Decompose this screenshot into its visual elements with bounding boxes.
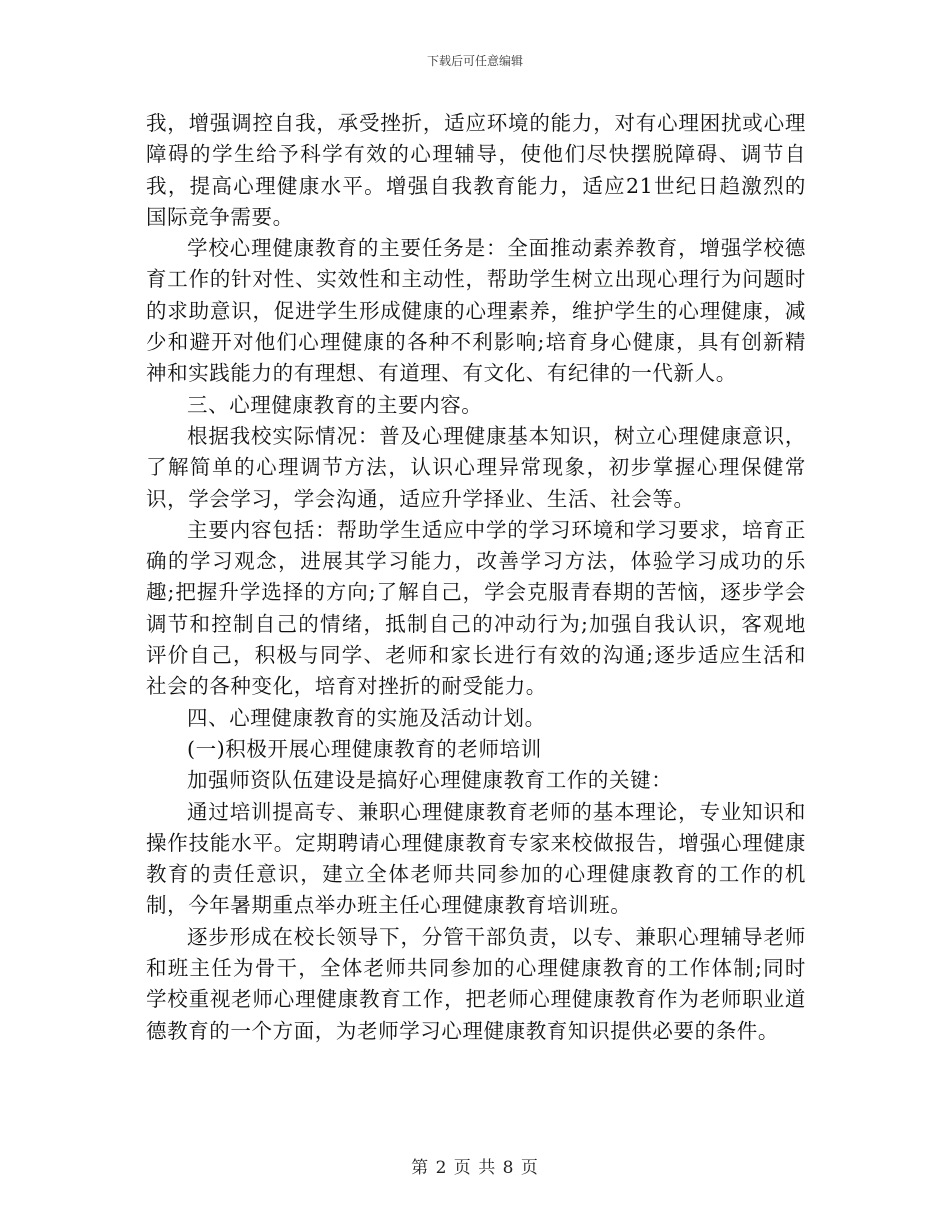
section-heading-4: 四、心理健康教育的实施及活动计划。 [187,705,546,730]
paragraph-9: 通过培训提高专、兼职心理健康教育老师的基本理论，专业知识和操作技能水平。定期聘请心理健康教育专家来校做报告，增强心理健康教育的责任意识，建立全体老师共同参加的心理健康教育的工作的机制，今年暑期重点举办班主任心理健康教育培训班。 [146,799,806,918]
paragraph-4: 根据我校实际情况：普及心理健康基本知识，树立心理健康意识，了解简单的心理调节方法，认识心理异常现象，初步掌握心理保健常识，学会学习，学会沟通，适应升学择业、生活、社会等。 [146,423,806,511]
paragraph-10: 逐步形成在校长领导下，分管干部负责，以专、兼职心理辅导老师和班主任为骨干，全体老师共同参加的心理健康教育的工作体制;同时学校重视老师心理健康教育工作，把老师心理健康教育作为老师职业道德教育的一个方面，为老师学习心理健康教育知识提供必要的条件。 [146,924,806,1043]
page-header: 下载后可任意编辑 [426,54,523,68]
subsection-heading-1: (一)积极开展心理健康教育的老师培训 [187,736,542,761]
page-footer: 第 2 页 共 8 页 [411,1158,539,1178]
paragraph-1: 我，增强调控自我，承受挫折，适应环境的能力，对有心理困扰或心理障碍的学生给予科学有效的心理辅导，使他们尽快摆脱障碍、调节自我，提高心理健康水平。增强自我教育能力，适应21世纪日趋激烈的国际竞争需要。 [146,111,806,229]
document-body [146,108,806,1047]
paragraph-5: 主要内容包括：帮助学生适应中学的学习环境和学习要求，培育正确的学习观念，进展其学习能力，改善学习方法，体验学习成功的乐趣;把握升学选择的方向;了解自己，学会克服青春期的苦恼，逐步学会调节和控制自己的情绪，抵制自己的冲动行为;加强自我认识，客观地评价自己，积极与同学、老师和家长进行有效的沟通;逐步适应生活和社会的各种变化，培育对挫折的耐受能力。 [146,517,806,699]
section-heading-3: 三、心理健康教育的主要内容。 [187,392,483,417]
paragraph-2: 学校心理健康教育的主要任务是：全面推动素养教育，增强学校德育工作的针对性、实效性和主动性，帮助学生树立出现心理行为问题时的求助意识，促进学生形成健康的心理素养，维护学生的心理健康，减少和避开对他们心理健康的各种不利影响;培育身心健康，具有创新精神和实践能力的有理想、有道理、有文化、有纪律的一代新人。 [146,236,806,386]
paragraph-8: 加强师资队伍建设是搞好心理健康教育工作的关键： [187,768,673,793]
